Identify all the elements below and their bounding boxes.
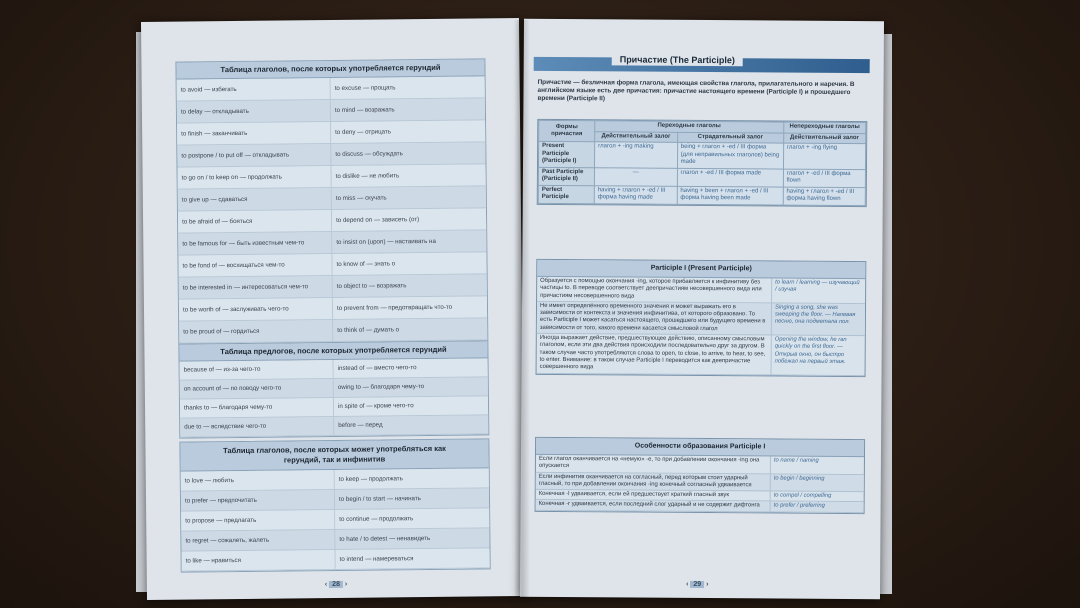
table-cell: in spite of — кроме чего-то [334, 396, 488, 417]
active-cell: глагол + -ing making [594, 142, 677, 168]
intransitive-header: Непереходные глаголы [783, 122, 865, 133]
participle-intro: Причастие — безличная форма глагола, имеющая свойства глагола, прилагательного и наречия. В английском языке есть две причастия: причастие настоящего времени (Participle I) и прошедшего времени (Participle II) [537, 78, 855, 103]
table-cell: to depend on — зависеть (от) [332, 208, 486, 232]
table-cell: to go on / to keep on — продолжать [178, 166, 332, 190]
table-cell: to be worth of — заслуживать чего-то [179, 298, 333, 322]
page-number-right: ‹ 29 › [686, 580, 709, 589]
gerund-table-title: Таблица глаголов, после которых употребляется герундий [176, 59, 484, 79]
rule-text: Если глагол оканчивается на «немую» -e, то при добавлении окончания -ing она опускается [536, 455, 771, 473]
passive-cell: having + been + глагол + -ed / III форма having been made [677, 186, 783, 205]
table-cell: to prefer — предпочитать [181, 490, 335, 512]
list-item [537, 302, 865, 336]
table-cell: to finish — заканчивать [177, 122, 331, 146]
table-cell: to be proud of — гордиться [179, 320, 333, 344]
table-cell: to avoid — избегать [177, 78, 331, 102]
rule-text: Образуется с помощью окончания -ing, которое прибавляется к инфинитиву без частицы to. В переводе соответствует деепричастиям несовершенного вида или причастиям несовершенного вида [537, 277, 772, 303]
form-name: Perfect Participle [538, 185, 594, 203]
list-item [536, 472, 864, 492]
rule-text: Иногда выражает действие, предшествующее действию, описанному смысловым глаголом, если эти два действия происходили последовательно друг за другом. В таком случае часто употребляются слова to open, to close, to arrive, to hear, to see, to enter. Внимание: в таком случае Participle I переводится как деепричастие совершенного вида [537, 334, 772, 374]
form-name: Present Participle (Participle I) [538, 141, 594, 167]
rule-text: Конечная -l удваивается, если ей предшествует краткий гласный звук [536, 490, 771, 501]
rule-example: to learn / learning — изучающий / изучая [775, 279, 860, 293]
intransitive-cell: глагол + -ed / III форма flown [783, 169, 865, 188]
rule-text: Не имеет определённого временного значения и может выражать его в зависимости от контекста и значения инфинитива, от которого образовано. То есть Participle I может касаться настоящего, прошедшего или будущего времени в зависимости от того, какого времени касается смысловой глагол [537, 302, 772, 335]
table-row [538, 141, 865, 169]
rule-example: to compel / compelling [773, 492, 832, 500]
table-cell: to be afraid of — бояться [178, 210, 332, 234]
prepositions-table-title: Таблица предлогов, после которых употребляется герундий [179, 341, 487, 361]
table-cell: to propose — предлагать [181, 510, 335, 532]
table-cell: to discuss — обсуждать [331, 142, 485, 166]
table-cell: to continue — продолжать [335, 508, 489, 530]
table-cell: to postpone / to put off — откладывать [177, 144, 331, 168]
left-page [141, 18, 525, 600]
both-forms-table [179, 438, 490, 572]
table-cell: thanks to — благодаря чему-то [180, 398, 334, 419]
table-row [538, 167, 865, 187]
active-cell: having + глагол + -ed / III форма having made [594, 185, 677, 204]
table-cell: to miss — скучать [332, 186, 486, 210]
active-header: Действительный залог [595, 131, 678, 142]
book-spine [514, 20, 530, 598]
list-item [537, 277, 865, 304]
rule-example: to begin / beginning [773, 475, 825, 482]
formation-title: Особенности образования Participle I [536, 438, 864, 457]
open-book [118, 12, 898, 602]
rule-text: Если инфинитив оканчивается на согласный, перед которым стоит ударный гласный, то при добавлении окончания -ing конечный согласный удваивается [536, 472, 771, 490]
intransitive-cell: глагол + -ing flying [783, 143, 865, 169]
rule-text: Конечная -r удваивается, если последний слог ударный и не содержит дифтонга [536, 500, 771, 511]
active-cell: — [594, 167, 677, 186]
chapter-title: Причастие (The Participle) [612, 53, 743, 66]
participle-one-box [536, 259, 867, 377]
table-cell: to object to — возражать [333, 274, 487, 298]
list-item [537, 334, 865, 376]
participle-one-rows [537, 277, 866, 376]
active-header-2: Действительный залог [783, 133, 865, 144]
table-cell: to intend — намереваться [336, 548, 490, 570]
passive-cell: глагол + -ed / III форма made [677, 168, 783, 187]
intransitive-cell: having + глагол + -ed / III форма having flown [783, 187, 865, 206]
rule-example: to prefer / preferring [773, 502, 825, 510]
both-forms-table-title: Таблица глаголов, после которых может употребляться как герундий, так и инфинитив [180, 439, 488, 471]
prepositions-table [178, 340, 489, 438]
table-cell: to mind — возражать [331, 98, 485, 122]
passive-cell: being + глагол + -ed / III форма (для неправильных глаголов) being made [677, 142, 783, 168]
rule-example: Singing a song, she was sweeping the floor. — Напевая песню, она подметала пол. [774, 304, 856, 326]
rule-example: Opening the window, he ran quickly on the first floor. — Открыв окно, он быстро побежал на первый этаж. [774, 336, 847, 365]
list-item [536, 455, 864, 475]
table-cell: to begin / to start — начинать [335, 488, 489, 510]
table-cell: to dislike — не любить [332, 164, 486, 188]
table-cell: due to — вследствие чего-то [180, 417, 334, 438]
passive-header: Страдательный залог [677, 132, 783, 143]
forms-header: Формы причастия [539, 120, 595, 141]
rule-example: to name / naming [773, 457, 819, 464]
formation-rows [536, 455, 864, 513]
table-cell: to think of — думать о [333, 318, 487, 342]
table-cell: because of — из-за чего-то [180, 360, 334, 381]
page-number-left: ‹ 28 › [324, 580, 348, 589]
transitive-header: Переходные глаголы [595, 121, 784, 133]
both-forms-table-grid [181, 468, 490, 571]
list-item [536, 500, 864, 513]
table-cell: to excuse — прощать [331, 76, 485, 100]
form-name: Past Participle (Participle II) [538, 167, 594, 185]
table-cell: instead of — вместо чего-то [334, 358, 488, 379]
table-cell: to regret — сожалеть, жалеть [181, 530, 335, 552]
table-cell: to prevent from — предотвращать что-то [333, 296, 487, 320]
table-cell: before — перед [334, 415, 488, 436]
table-cell: to be fond of — восхищаться чем-то [178, 254, 332, 278]
gerund-table-grid [177, 76, 488, 343]
table-cell: owing to — благодаря чему-то [334, 377, 488, 398]
formation-box [535, 437, 866, 514]
participle-one-title: Participle I (Present Participle) [537, 260, 865, 279]
table-cell: to hate / to detest — ненавидеть [335, 528, 489, 550]
prepositions-table-grid [180, 358, 489, 437]
table-cell: to like — нравиться [182, 550, 336, 572]
table-cell: to delay — откладывать [177, 100, 331, 124]
table-row [538, 185, 865, 205]
table-cell: to be famous for — быть известным чем-то [178, 232, 332, 256]
table-cell: on account of — по поводу чего-то [180, 379, 334, 400]
table-cell: to insist on (upon) — настаивать на [332, 230, 486, 254]
participle-forms-table [537, 119, 868, 207]
table-cell: to keep — продолжать [335, 468, 489, 490]
gerund-table [175, 58, 488, 344]
right-page [520, 19, 884, 599]
table-cell: to deny — отрицать [331, 120, 485, 144]
table-cell: to be interested in — интересоваться чем-то [179, 276, 333, 300]
table-cell: to give up — сдаваться [178, 188, 332, 212]
table-cell: to know of — знать о [332, 252, 486, 276]
table-cell: to love — любить [181, 470, 335, 492]
